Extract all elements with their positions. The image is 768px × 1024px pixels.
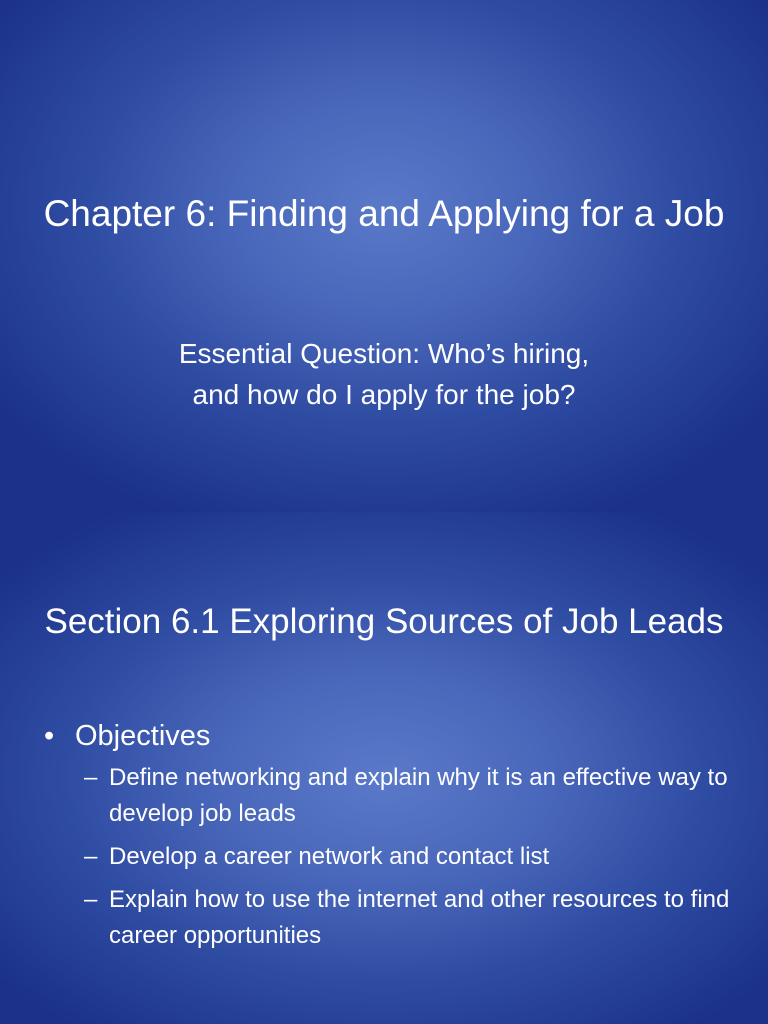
bullet-list [42,718,732,961]
bullet-item [42,718,732,754]
bullet-text: Objectives [75,720,211,752]
bullet-dot-icon: • [44,720,55,752]
dash-icon: – [84,843,98,870]
sub-bullet-item [84,839,732,875]
dash-icon: – [84,764,98,791]
sub-bullet-text: Define networking and explain why it is an effective way to develop job leads [109,764,728,827]
subtitle-line: Essential Question: Who’s hiring, [178,338,590,369]
subtitle-line: and how do I apply for the job? [192,379,576,410]
slide-title: Section 6.1 Exploring Sources of Job Leads [44,602,724,641]
dash-icon: – [84,886,98,913]
sub-bullet-list [42,760,732,954]
sub-bullet-group [42,760,732,954]
slide-subtitle [80,333,688,415]
slide-2 [0,512,768,1024]
sub-bullet-text: Develop a career network and contact list [109,843,550,870]
sub-bullet-item [84,760,732,832]
sub-bullet-text: Explain how to use the internet and other resources to find career opportunities [109,886,730,949]
slide-title: Chapter 6: Finding and Applying for a Job [43,193,725,234]
sub-bullet-item [84,882,732,954]
